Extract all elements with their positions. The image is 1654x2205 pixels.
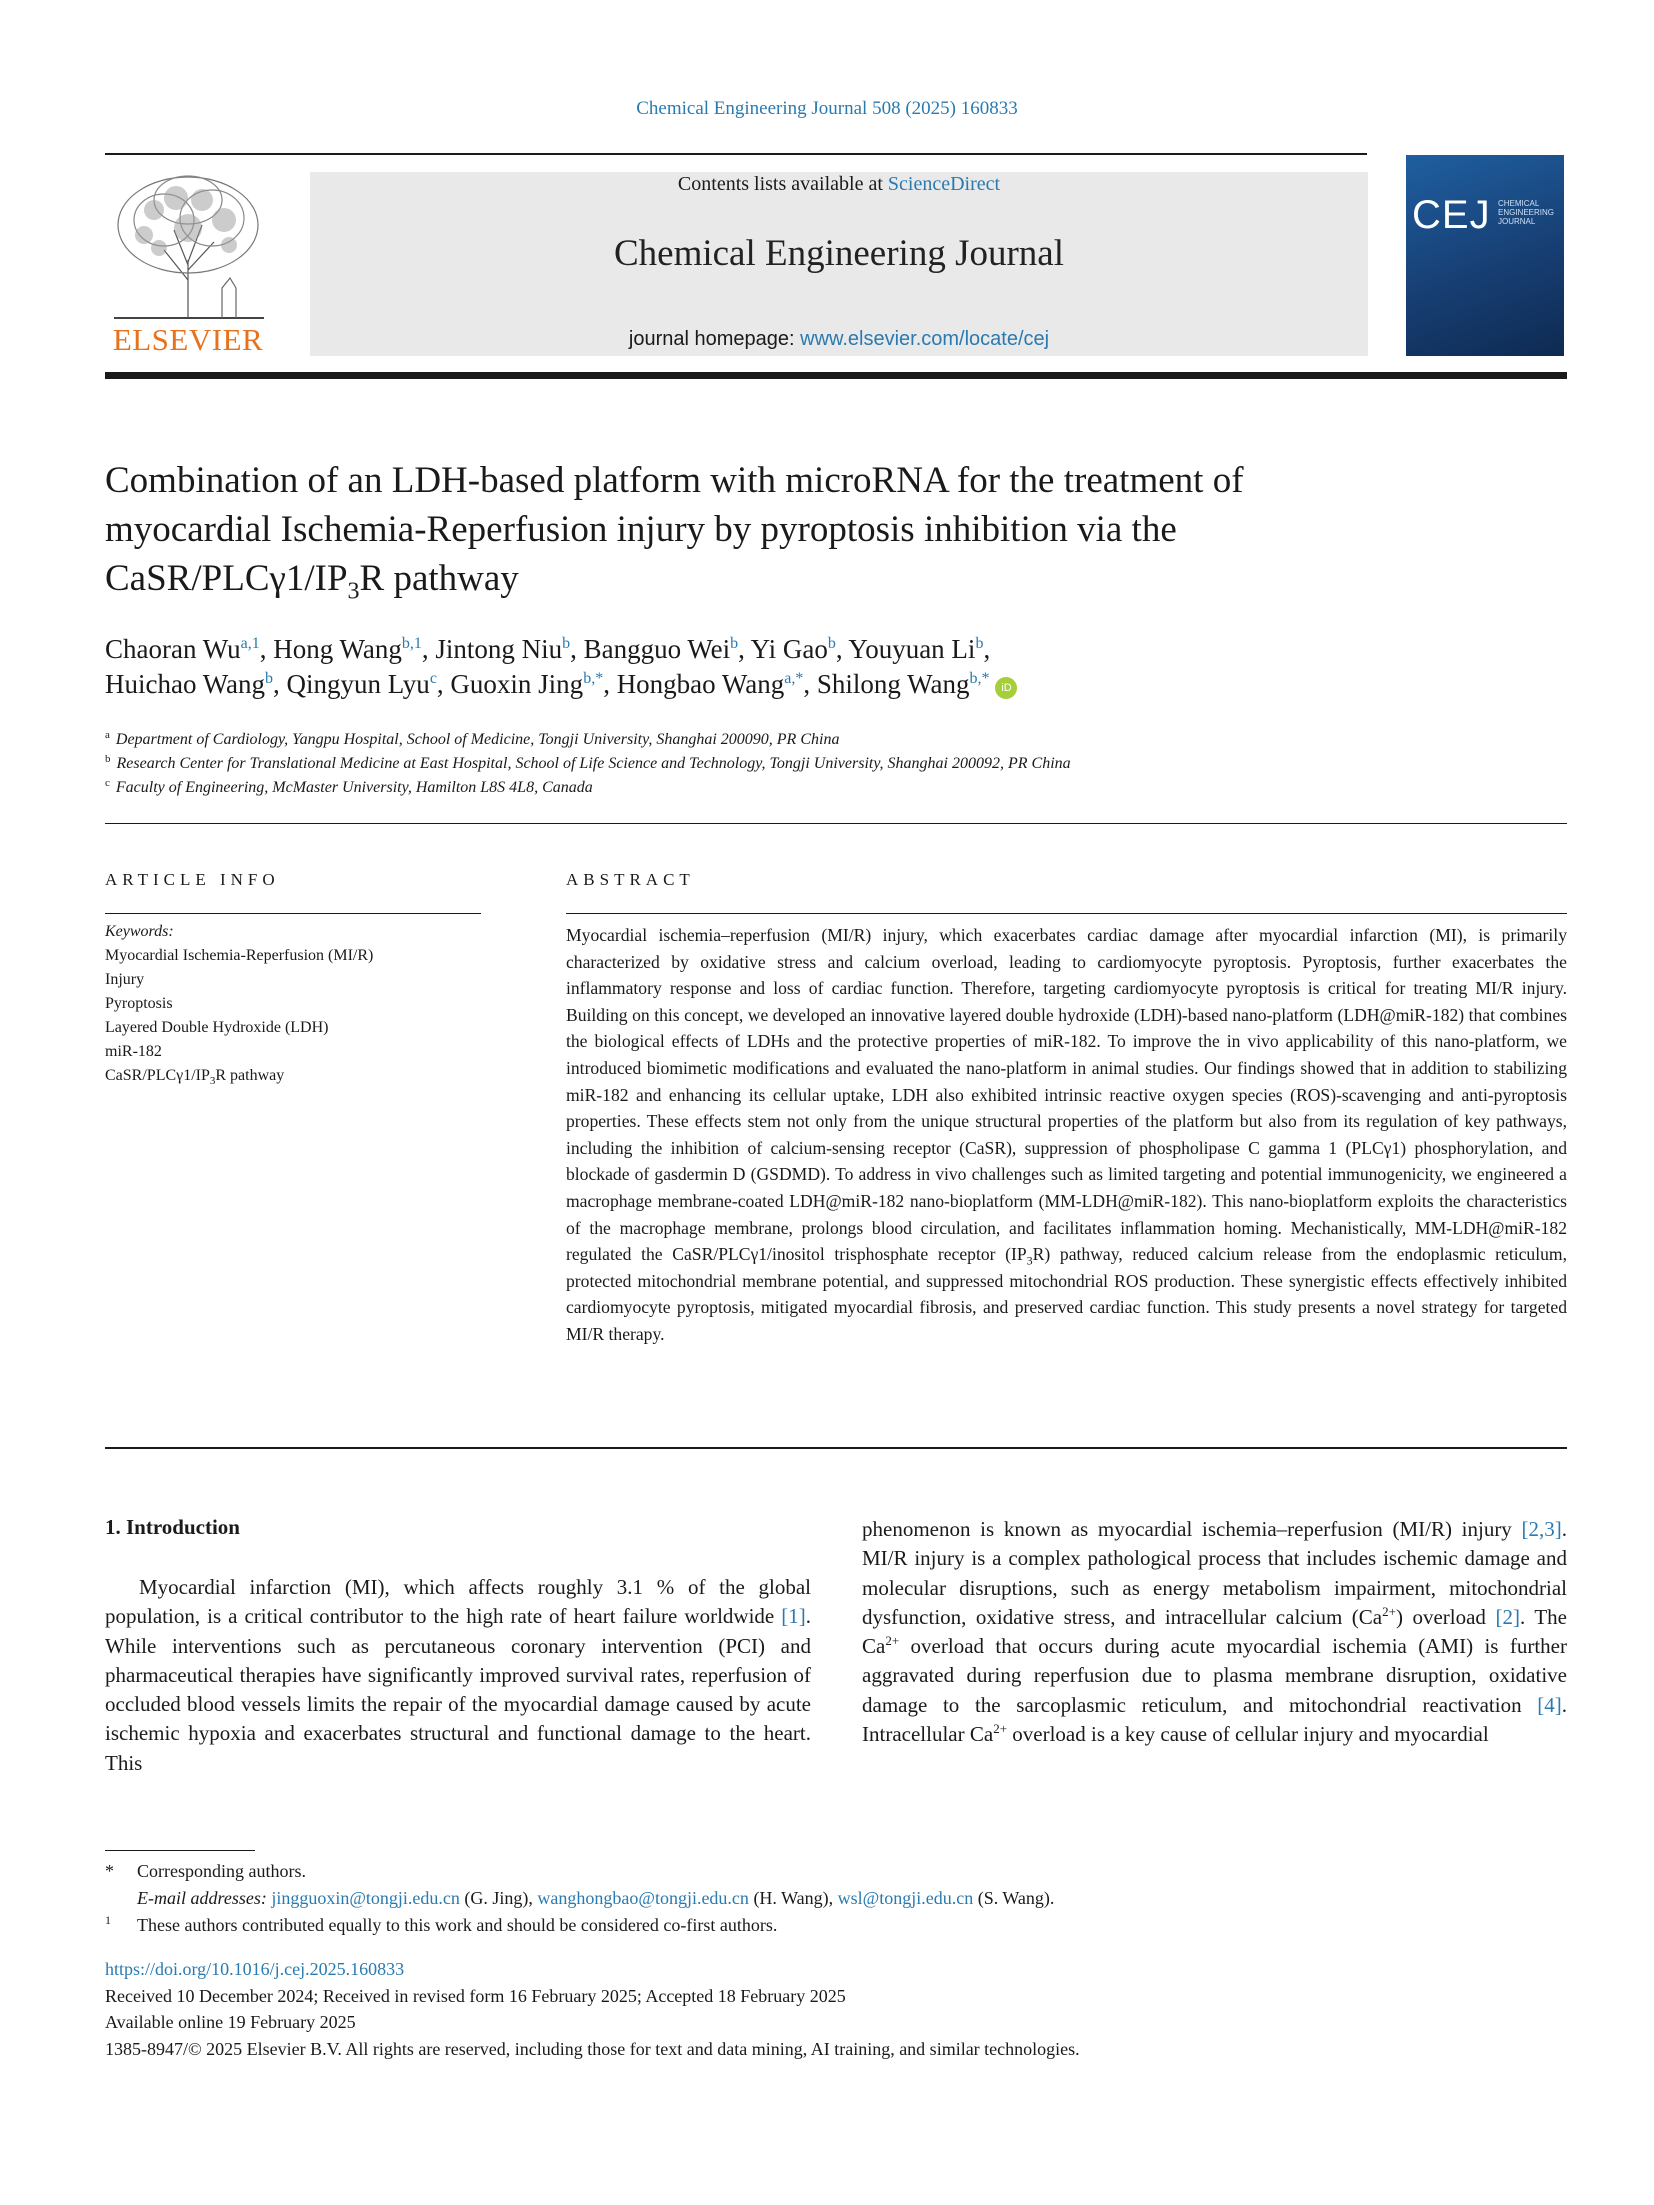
sciencedirect-link[interactable]: ScienceDirect (887, 173, 1001, 195)
introduction-left-column (105, 1573, 811, 1778)
homepage-line (310, 328, 1368, 351)
author-name[interactable]: Guoxin Jing (450, 669, 584, 699)
affiliation (105, 776, 1545, 800)
keywords (105, 920, 485, 1088)
divider (105, 1447, 1567, 1449)
author-affiliation-mark[interactable]: b (562, 635, 571, 652)
text: overload that occurs during acute myocardial ischemia (AMI) is further aggravated during reperfusion due to plasma membrane disruption, oxidative damage to the sarcoplasmic reticulum, and mitochondrial reactivation (862, 1634, 1567, 1717)
footnote-mark: * (105, 1861, 114, 1881)
journal-cover[interactable] (1406, 155, 1564, 356)
keyword: Injury (105, 971, 145, 988)
author-affiliation-mark[interactable]: b,* (969, 670, 990, 687)
abstract-part: R) pathway, reduced calcium release from the endoplasmic reticulum, protected mitochondrial membrane potential, and suppressed mitochondrial ROS production. These synergistic effects effectively inhibited cardiomyocyte pyroptosis, mitigated myocardial fibrosis, and preserved cardiac function. This study presents a novel strategy for targeted MI/R therapy. (566, 1244, 1567, 1344)
citation-link[interactable]: [2] (1495, 1604, 1520, 1629)
author-affiliation-mark[interactable]: b,* (583, 670, 604, 687)
citation-link[interactable]: [2,3] (1521, 1517, 1562, 1541)
footnote-emails (105, 1885, 1555, 1912)
online-date: Available online 19 February 2025 (105, 2012, 356, 2032)
footnote-corresponding (105, 1858, 1555, 1885)
title-text: CaSR/PLCγ1/IP (105, 558, 348, 599)
contents-line (310, 173, 1368, 196)
text: phenomenon is known as myocardial ischemia–reperfusion (MI/R) injury (862, 1517, 1522, 1541)
author-affiliation-mark[interactable]: a,* (784, 670, 804, 687)
affiliation (105, 728, 1545, 752)
top-rule (105, 153, 1367, 155)
author-name[interactable]: Shilong Wang (816, 669, 970, 699)
author-separator: , (421, 634, 436, 664)
footnote-text: These authors contributed equally to this work and should be considered co-first authors. (137, 1915, 778, 1935)
keyword: Myocardial Ischemia-Reperfusion (MI/R) (105, 947, 374, 964)
affiliation-mark: b (105, 752, 111, 765)
journal-reference[interactable]: Chemical Engineering Journal 508 (2025) 160833 (636, 98, 1018, 119)
email-link[interactable]: wsl@tongji.edu.cn (837, 1888, 974, 1908)
text: . Intracellular Ca (862, 1692, 1567, 1747)
introduction-right-column (862, 1515, 1567, 1749)
superscript: 2+ (1382, 1603, 1396, 1619)
header-thick-rule (105, 372, 1567, 379)
keyword: miR-182 (105, 1043, 162, 1060)
paragraph (105, 1573, 811, 1778)
cover-title: CEJ (1412, 193, 1491, 237)
copyright: 1385-8947/© 2025 Elsevier B.V. All rights are reserved, including those for text and data mining, AI training, and similar technologies. (105, 2038, 1080, 2059)
author-affiliation-mark[interactable]: b (265, 670, 274, 687)
article-title (105, 456, 1445, 603)
affiliation (105, 752, 1545, 776)
introduction-heading: 1. Introduction (105, 1515, 240, 1539)
author-separator: , (273, 669, 287, 699)
author-name[interactable]: Huichao Wang (105, 669, 266, 699)
keyword-text: R pathway (215, 1067, 285, 1084)
abstract-heading: ABSTRACT (566, 870, 695, 889)
author-affiliation-mark[interactable]: b (827, 635, 836, 652)
author-name[interactable]: Hongbao Wang (616, 669, 785, 699)
citation-link[interactable]: [1] (781, 1604, 806, 1629)
text: . The Ca (862, 1604, 1567, 1659)
footnote-text: Corresponding authors. (137, 1861, 306, 1881)
footnotes (105, 1858, 1555, 1939)
affiliations (105, 728, 1545, 800)
author-affiliation-mark[interactable]: b (975, 635, 984, 652)
publication-info (105, 1956, 1555, 2062)
email-owner: (S. Wang). (973, 1888, 1055, 1908)
abstract-subscript: 3 (1026, 1253, 1033, 1268)
contents-prefix: Contents lists available at (677, 173, 888, 195)
orcid-icon[interactable]: iD (995, 677, 1017, 699)
keyword: Pyroptosis (105, 995, 173, 1012)
publication-dates: Received 10 December 2024; Received in revised form 16 February 2025; Accepted 18 February 2025 (105, 1985, 846, 2006)
author-separator: , (803, 669, 817, 699)
author-list (105, 632, 1545, 702)
author-affiliation-mark[interactable]: b (730, 635, 739, 652)
homepage-link[interactable]: www.elsevier.com/locate/cej (800, 328, 1050, 350)
superscript: 2+ (885, 1633, 900, 1649)
title-text: R pathway (359, 558, 519, 599)
title-line (105, 554, 1445, 603)
text: Myocardial infarction (MI), which affects roughly 3.1 % of the global population, is a critical contributor to the high rate of heart failure worldwide (105, 1575, 811, 1629)
author-affiliation-mark[interactable]: b,1 (401, 635, 422, 652)
keywords-label: Keywords: (105, 923, 174, 940)
author-name[interactable]: Chaoran Wu (105, 634, 241, 664)
keyword: Layered Double Hydroxide (LDH) (105, 1019, 329, 1036)
text: . MI/R injury is a complex pathological process that includes ischemic damage and molecular disruptions, such as energy metabolism impairment, mitochondrial dysfunction, oxidative stress, and intracellular calcium (Ca (862, 1517, 1567, 1629)
author-name[interactable]: Jintong Niu (435, 634, 563, 664)
footnote-equal: 1 These authors contributed equally to this work and should be considered co-first authors. (105, 1913, 778, 1935)
article-info-heading: ARTICLE INFO (105, 870, 280, 889)
author-name[interactable]: Bangguo Wei (583, 634, 731, 664)
affiliation-text: Research Center for Translational Medicine at East Hospital, School of Life Science and Technology, Tongji University, Shanghai 200092, PR China (116, 755, 1071, 772)
email-link[interactable]: wanghongbao@tongji.edu.cn (537, 1888, 749, 1908)
author-separator: , (570, 634, 584, 664)
author-separator: , (983, 634, 991, 664)
journal-name: Chemical Engineering Journal (613, 233, 1065, 274)
superscript: 2+ (993, 1721, 1008, 1737)
text: . While interventions such as percutaneous coronary intervention (PCI) and pharmaceutical therapies have significantly improved survival rates, reperfusion of occluded blood vessels limits the repair of the myocardial damage caused by acute ischemic hypoxia and exacerbates structural and functional damage to the heart. This (105, 1604, 811, 1775)
divider (105, 823, 1567, 824)
email-label: E-mail addresses: (137, 1888, 272, 1908)
abstract-part: Myocardial ischemia–reperfusion (MI/R) injury, which exacerbates cardiac damage after myocardial infarction (MI), is primarily characterized by oxidative stress and calcium overload, leading to cardiomyocyte pyroptosis. Pyroptosis, further exacerbates the inflammatory response and loss of cardiac function. Therefore, targeting cardiomyocyte pyroptosis is critical for treating MI/R injury. Building on this concept, we developed an innovative layered double hydroxide (LDH)-based nano-platform (LDH@miR-182) that combines the biological effects of LDHs and the protective properties of miR-182. To improve the in vivo applicability of this nano-platform, we introduced biomimetic modifications and evaluated the nano-platform in animal studies. Our findings showed that in addition to stabilizing miR-182 and enhancing its cellular uptake, LDH also exhibited intrinsic reactive oxygen species (ROS)-scavenging and anti-pyroptosis properties. These effects stem not only from the unique structural properties of the platform but also from its regulation of key pathways, including the inhibition of calcium-sensing receptor (CaSR), suppression of phospholipase C gamma 1 (PLCγ1) phosphorylation, and blockade of gasdermin D (GSDMD). To address in vivo challenges such as limited targeting and potential immunogenicity, we engineered a macrophage membrane-coated LDH@miR-182 nano-bioplatform (MM-LDH@miR-182). This nano-bioplatform exploits the characteristics of the macrophage membrane, prolongs blood circulation, and facilitates inflammation homing. Mechanistically, MM-LDH@miR-182 regulated the CaSR/PLCγ1/inositol trisphosphate receptor (IP (566, 925, 1567, 1265)
divider (105, 913, 481, 914)
keyword-text: CaSR/PLCγ1/IP (105, 1067, 210, 1084)
email-link[interactable]: jingguoxin@tongji.edu.cn (271, 1888, 460, 1908)
divider (566, 913, 1567, 914)
abstract-text (566, 922, 1567, 1348)
footnote-rule (105, 1850, 255, 1851)
author-separator: , (603, 669, 617, 699)
affiliation-mark: c (105, 776, 110, 789)
citation-link[interactable]: [4] (1537, 1692, 1562, 1717)
author-name[interactable]: Yi Gao (750, 634, 828, 664)
keyword-subscript: 3 (209, 1075, 216, 1088)
author-affiliation-mark[interactable]: a,1 (240, 635, 260, 652)
author-name[interactable]: Youyuan Li (848, 634, 976, 664)
title-subscript: 3 (347, 578, 360, 605)
author-name[interactable]: Hong Wang (273, 634, 402, 664)
keyword (105, 1064, 485, 1088)
email-owner: (G. Jing), (459, 1888, 538, 1908)
doi-link[interactable]: https://doi.org/10.1016/j.cej.2025.160833 (105, 1959, 405, 1979)
author-separator: , (436, 669, 451, 699)
homepage-prefix: journal homepage: (628, 328, 801, 350)
affiliation-text: Department of Cardiology, Yangpu Hospital, School of Medicine, Tongji University, Shanghai 200090, PR China (115, 731, 840, 748)
title-line: Combination of an LDH-based platform with microRNA for the treatment of (105, 460, 1244, 501)
text: overload is a key cause of cellular injury and myocardial (1007, 1722, 1489, 1747)
author-name[interactable]: Qingyun Lyu (286, 669, 430, 699)
cover-subtitle: CHEMICAL ENGINEERING JOURNAL (1498, 199, 1555, 226)
affiliation-mark: a (105, 728, 110, 741)
author-separator: , (835, 634, 849, 664)
author-affiliation-mark[interactable]: c (429, 670, 437, 687)
author-separator: , (259, 634, 274, 664)
email-owner: (H. Wang), (748, 1888, 838, 1908)
author-separator: , (738, 634, 751, 664)
title-line: myocardial Ischemia-Reperfusion injury by pyroptosis inhibition via the (105, 509, 1177, 550)
affiliation-text: Faculty of Engineering, McMaster University, Hamilton L8S 4L8, Canada (115, 779, 593, 796)
elsevier-wordmark: ELSEVIER (112, 322, 264, 357)
text: ) overload (1395, 1604, 1496, 1629)
